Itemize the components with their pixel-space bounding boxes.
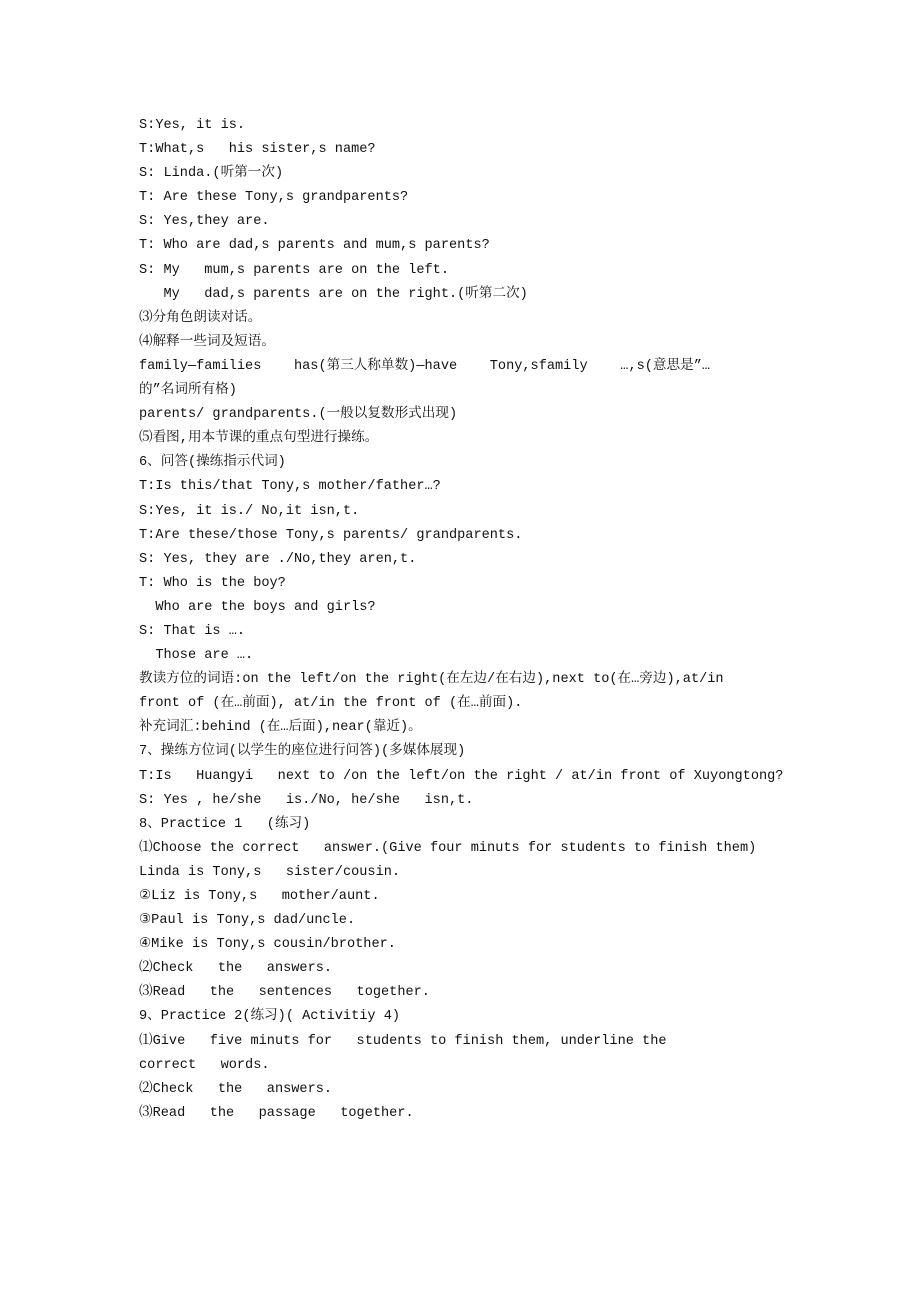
text-line: 的”名词所有格)	[139, 383, 237, 399]
text-line: ⑴Give five minuts for students to finish them, underline the	[139, 1033, 667, 1049]
text-line: T:Are these/those Tony,s parents/ grandparents.	[139, 527, 523, 543]
text-line: ⑵Check the answers.	[139, 1081, 333, 1097]
text-line: S:Yes, it is.	[139, 118, 246, 133]
text-line: ②Liz is Tony,s mother/aunt.	[139, 889, 380, 904]
text-line: S: Linda.(听第一次)	[139, 166, 284, 182]
text-line: family—families has(第三人称单数)—have Tony,sfamily …,s(意思是”…	[139, 358, 711, 374]
text-line: ④Mike is Tony,s cousin/brother.	[139, 937, 396, 953]
text-line: T:Is Huangyi next to /on the left/on the right / at/in front of Xuyongtong?	[139, 768, 784, 784]
text-line: parents/ grandparents.(一般以复数形式出现)	[139, 407, 458, 423]
text-line: 补充词汇:behind (在…后面),near(靠近)。	[139, 720, 422, 736]
text-line: ⑴Choose the correct answer.(Give four minuts for students to finish them)	[139, 840, 757, 856]
text-line: S: My mum,s parents are on the left.	[139, 262, 449, 278]
text-line: ⑸看图,用本节课的重点句型进行操练。	[139, 431, 379, 447]
text-line: ⑶Read the passage together.	[139, 1105, 414, 1121]
text-line: ⑶分角色朗读对话。	[139, 310, 262, 326]
text-line: T: Who is the boy?	[139, 575, 286, 591]
text-line: T:Is this/that Tony,s mother/father…?	[139, 479, 441, 495]
text-line: 6、问答(操练指示代词)	[139, 455, 286, 471]
text-line: ⑵Check the answers.	[139, 961, 333, 977]
text-line: 7、操练方位词(以学生的座位进行问答)(多媒体展现)	[139, 744, 466, 760]
text-line: T:What,s his sister,s name?	[139, 142, 376, 158]
text-line: Linda is Tony,s sister/cousin.	[139, 864, 401, 880]
text-line: T: Are these Tony,s grandparents?	[139, 190, 409, 206]
text-line: 教读方位的词语:on the left/on the right(在左边/在右边),next to(在…旁边),at/in	[139, 672, 724, 688]
text-line: 8、Practice 1 (练习)	[139, 816, 311, 832]
text-line: S: Yes , he/she is./No, he/she isn,t.	[139, 792, 474, 808]
text-line: ③Paul is Tony,s dad/uncle.	[139, 913, 356, 929]
text-line: S: Yes, they are ./No,they aren,t.	[139, 551, 417, 567]
text-line: front of (在…前面), at/in the front of (在…前面).	[139, 696, 523, 712]
text-line: T: Who are dad,s parents and mum,s parents?	[139, 238, 490, 254]
text-line: Who are the boys and girls?	[139, 599, 376, 615]
text-line: ⑶Read the sentences together.	[139, 985, 430, 1001]
text-line: S:Yes, it is./ No,it isn,t.	[139, 503, 360, 519]
text-line: correct words.	[139, 1057, 270, 1073]
text-line: Those are ….	[139, 648, 254, 664]
text-line: 9、Practice 2(练习)( Activitiy 4)	[139, 1009, 401, 1025]
document-body	[139, 114, 799, 1126]
text-line: S: Yes,they are.	[139, 214, 270, 230]
text-line: My dad,s parents are on the right.(听第二次)	[139, 286, 528, 302]
text-line: S: That is ….	[139, 623, 246, 639]
text-line: ⑷解释一些词及短语。	[139, 334, 275, 350]
